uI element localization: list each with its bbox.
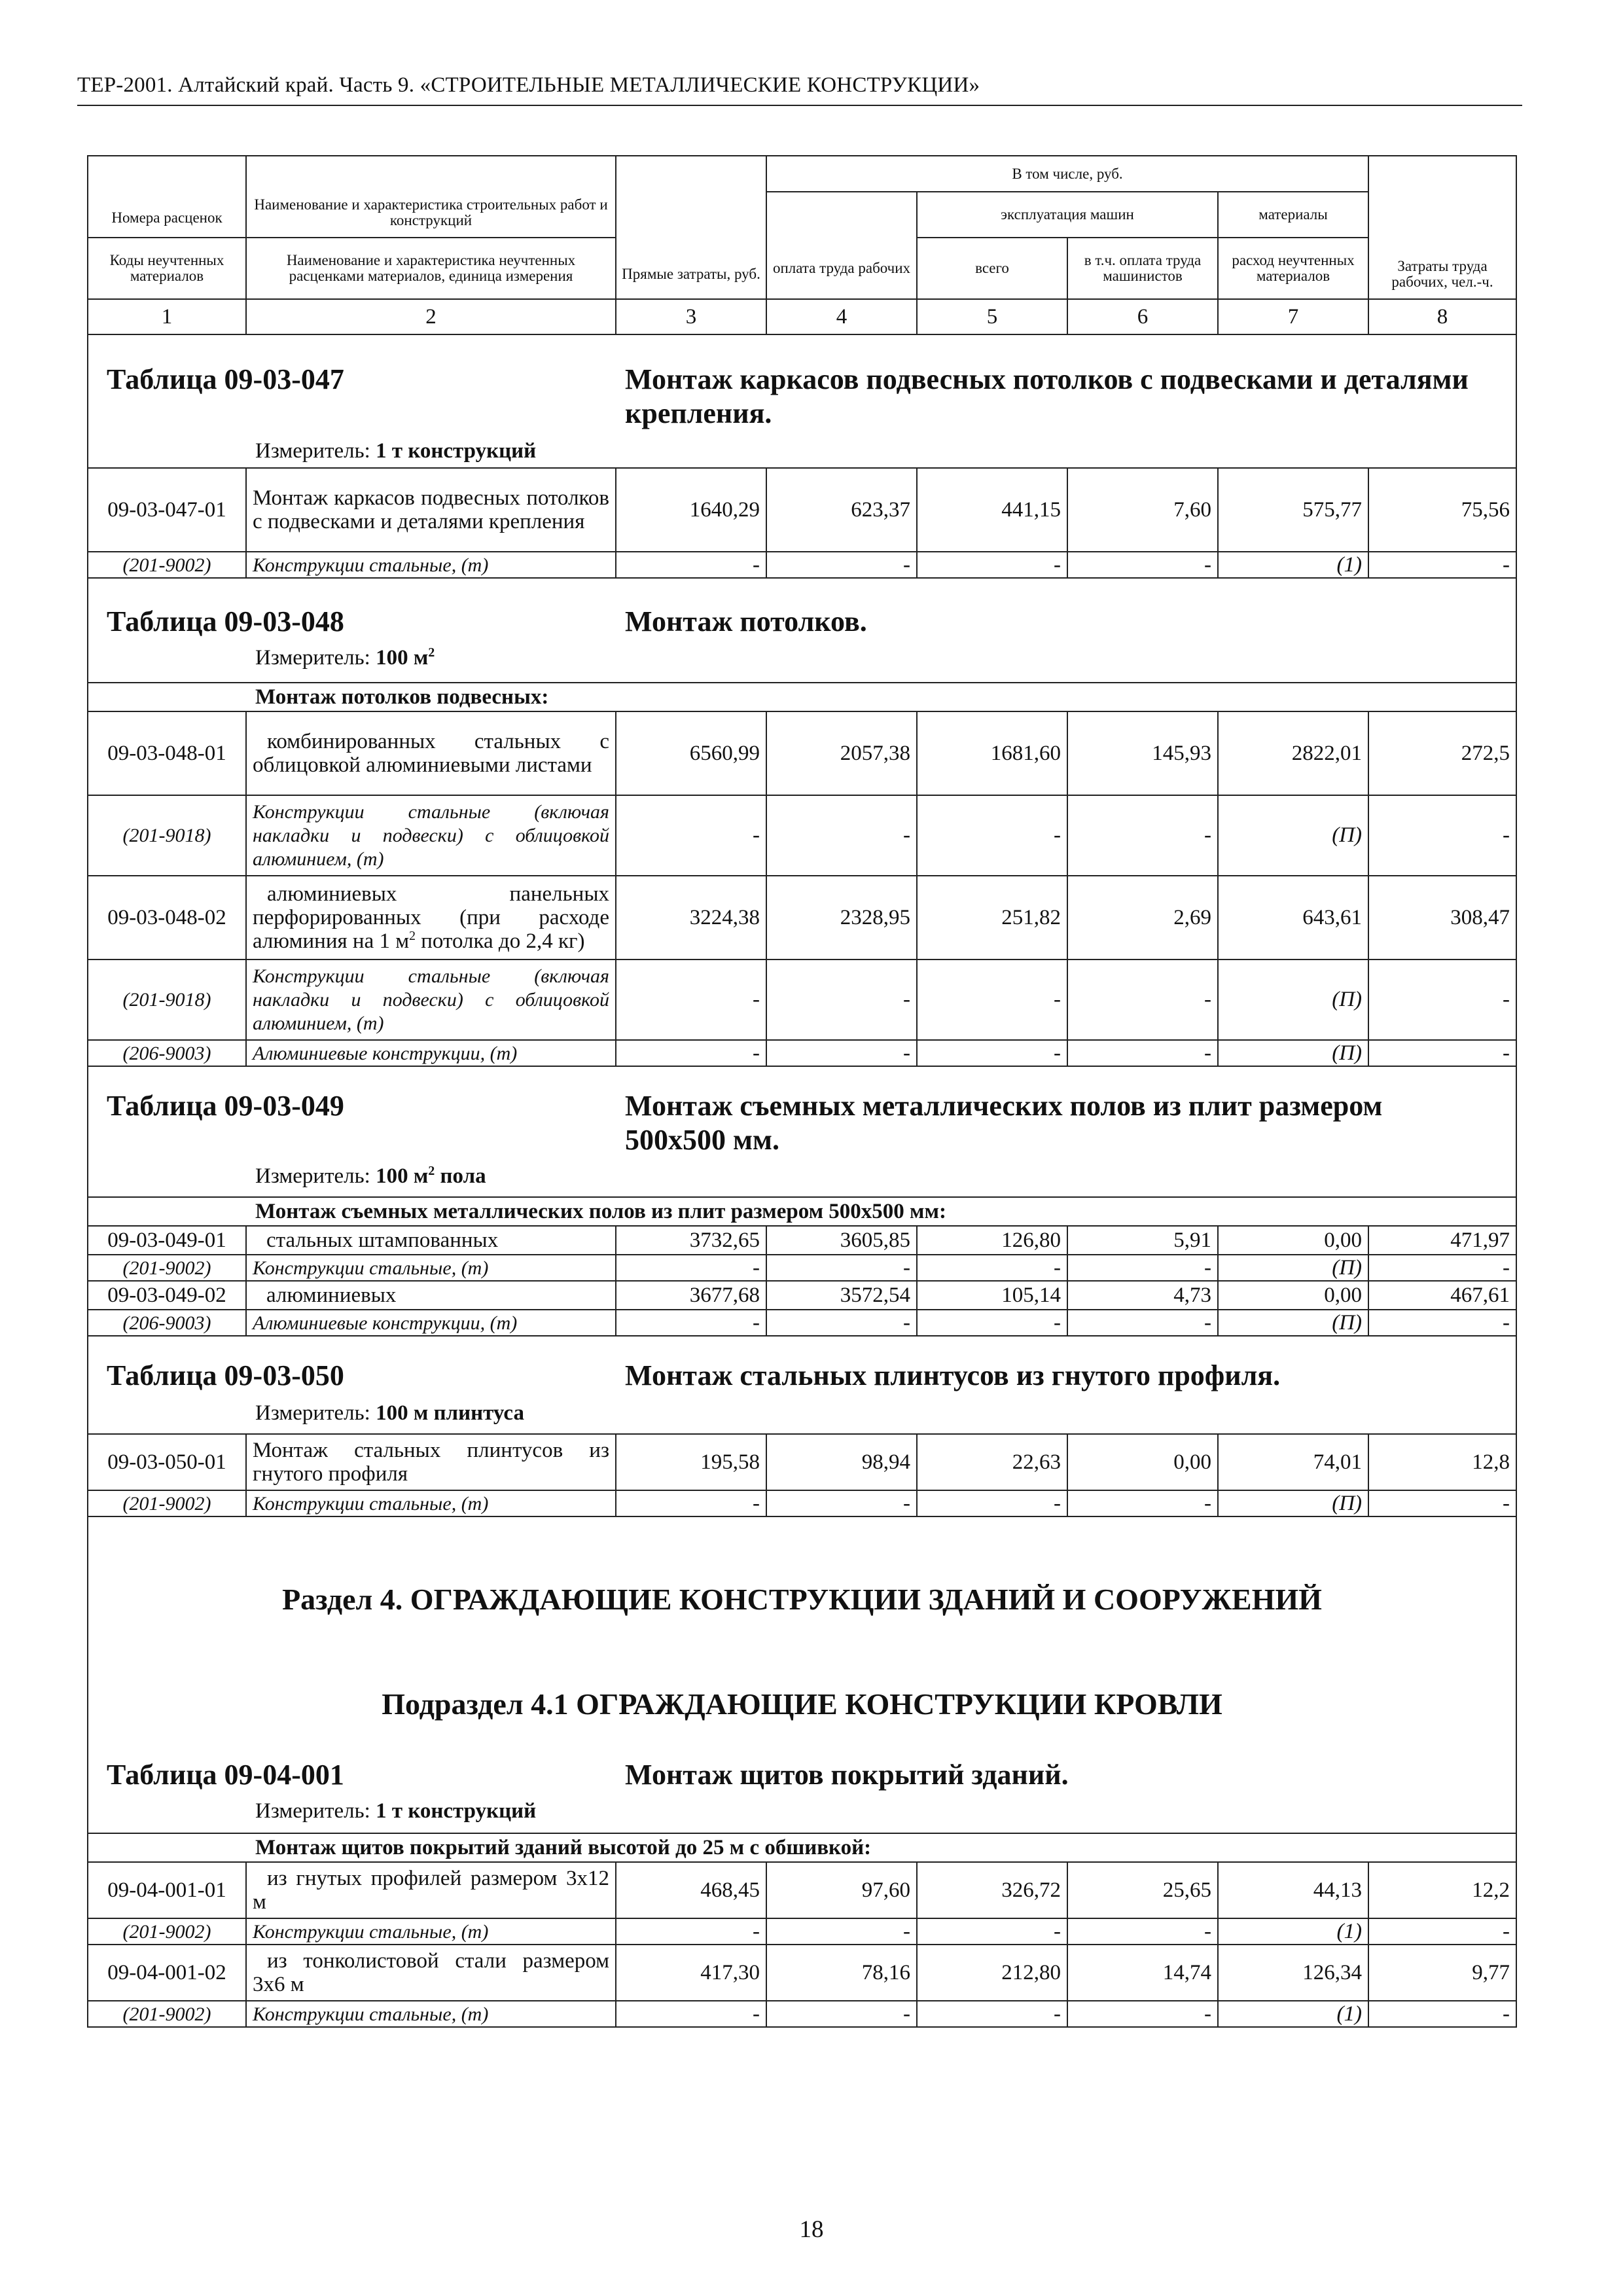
header-col7: расход неучтенных материалов	[1218, 238, 1368, 299]
material-row	[88, 960, 1516, 1040]
cell: -	[616, 1040, 766, 1066]
material-row	[88, 1040, 1516, 1066]
column-number: 7	[1218, 299, 1368, 334]
machinist-pay: 25,65	[1067, 1862, 1218, 1918]
header-col8: Затраты труда рабочих, чел.-ч.	[1368, 156, 1516, 299]
cell: -	[917, 1040, 1067, 1066]
material-row	[88, 795, 1516, 876]
machines-total: 326,72	[917, 1862, 1067, 1918]
material-code: (201-9002)	[88, 1918, 246, 1945]
machines-total: 1681,60	[917, 711, 1067, 795]
cell: (П)	[1218, 1255, 1368, 1281]
column-number: 2	[246, 299, 616, 334]
header-col5: всего	[917, 238, 1067, 299]
cell: -	[1368, 795, 1516, 876]
rate-name: алюминиевых панельных перфорированных (при расходе алюминия на 1 $м^2$ потолка до 2,4 кг)	[246, 876, 616, 960]
materials: 44,13	[1218, 1862, 1368, 1918]
table-measure: Измеритель: 100 $м^2$	[255, 645, 435, 670]
table-row	[88, 876, 1516, 960]
material-code: (201-9002)	[88, 552, 246, 578]
cell: -	[616, 795, 766, 876]
machinist-pay: 7,60	[1067, 468, 1218, 552]
cell: -	[1067, 1490, 1218, 1516]
cell: -	[766, 1490, 917, 1516]
cell: -	[1067, 552, 1218, 578]
cell: -	[917, 1490, 1067, 1516]
cell: -	[1368, 552, 1516, 578]
column-number: 1	[88, 299, 246, 334]
cell: (П)	[1218, 1310, 1368, 1336]
direct-costs: 3677,68	[616, 1281, 766, 1310]
cell: -	[766, 552, 917, 578]
cell: (1)	[1218, 1918, 1368, 1945]
cell: -	[616, 2001, 766, 2027]
cell: -	[917, 1918, 1067, 1945]
labor-pay: 2057,38	[766, 711, 917, 795]
materials: 126,34	[1218, 1945, 1368, 2001]
group-title: Монтаж щитов покрытий зданий высотой до 25 м с обшивкой:	[88, 1833, 1516, 1862]
table-row	[88, 1434, 1516, 1490]
labor-pay: 3605,85	[766, 1226, 917, 1255]
machines-total: 105,14	[917, 1281, 1067, 1310]
rate-name: Монтаж каркасов подвесных потолков с подвесками и деталями крепления	[246, 468, 616, 552]
table-measure: Измеритель: 1 т конструкций	[255, 439, 537, 463]
machinist-pay: 4,73	[1067, 1281, 1218, 1310]
materials: 643,61	[1218, 876, 1368, 960]
column-number: 3	[616, 299, 766, 334]
rate-name: из гнутых профилей размером 3х12 м	[246, 1862, 616, 1918]
labor-pay: 3572,54	[766, 1281, 917, 1310]
cell: -	[766, 960, 917, 1040]
labor-pay: 2328,95	[766, 876, 917, 960]
material-code: (201-9002)	[88, 1255, 246, 1281]
cell: -	[917, 552, 1067, 578]
direct-costs: 417,30	[616, 1945, 766, 2001]
table-measure: Измеритель: 100 $м^2$ пола	[255, 1164, 486, 1188]
table-measure: Измеритель: 1 т конструкций	[255, 1799, 537, 1823]
rate-name: Монтаж стальных плинтусов из гнутого профиля	[246, 1434, 616, 1490]
material-name: Конструкции стальные, (т)	[246, 1255, 616, 1281]
table-number: Таблица 09-03-049	[107, 1090, 344, 1122]
table-block-title	[88, 1066, 1516, 1197]
table-block-title	[88, 578, 1516, 683]
cell: -	[917, 1255, 1067, 1281]
rate-name: стальных штампованных	[246, 1226, 616, 1255]
cell: -	[766, 1918, 917, 1945]
machines-total: 251,82	[917, 876, 1067, 960]
header-col6: в т.ч. оплата труда машинистов	[1067, 238, 1218, 299]
material-name: Конструкции стальные, (т)	[246, 1490, 616, 1516]
cell: (П)	[1218, 960, 1368, 1040]
group-title: Монтаж потолков подвесных:	[88, 683, 1516, 711]
cell: -	[917, 2001, 1067, 2027]
page-number: 18	[799, 2216, 824, 2243]
labor-hours: 471,97	[1368, 1226, 1516, 1255]
header-col2-top: Наименование и характеристика строительных работ и конструкций	[246, 192, 616, 238]
header-rule	[77, 105, 1522, 106]
materials: 2822,01	[1218, 711, 1368, 795]
materials: 74,01	[1218, 1434, 1368, 1490]
direct-costs: 3224,38	[616, 876, 766, 960]
cell: -	[766, 2001, 917, 2027]
labor-hours: 12,2	[1368, 1862, 1516, 1918]
header-col1-top: Номера расценок	[88, 192, 246, 238]
rate-name: комбинированных стальных с облицовкой алюминиевыми листами	[246, 711, 616, 795]
material-code: (201-9002)	[88, 2001, 246, 2027]
machines-total: 441,15	[917, 468, 1067, 552]
material-row	[88, 1310, 1516, 1336]
table-measure: Измеритель: 100 м плинтуса	[255, 1401, 524, 1425]
running-header: ТЕР-2001. Алтайский край. Часть 9. «СТРОИТЕЛЬНЫЕ МЕТАЛЛИЧЕСКИЕ КОНСТРУКЦИИ»	[77, 73, 980, 97]
rate-code: 09-03-047-01	[88, 468, 246, 552]
cell: (П)	[1218, 1040, 1368, 1066]
labor-hours: 75,56	[1368, 468, 1516, 552]
direct-costs: 6560,99	[616, 711, 766, 795]
labor-hours: 308,47	[1368, 876, 1516, 960]
machines-total: 22,63	[917, 1434, 1067, 1490]
column-number: 4	[766, 299, 917, 334]
cell: -	[616, 552, 766, 578]
header-empty	[88, 156, 246, 192]
material-name: Конструкции стальные (включая накладки и подвески) с облицовкой алюминием, (т)	[246, 795, 616, 876]
header-group-incl: В том числе, руб.	[766, 156, 1368, 192]
material-name: Алюминиевые конструкции, (т)	[246, 1040, 616, 1066]
price-table	[87, 155, 1517, 2028]
cell: -	[616, 1310, 766, 1336]
material-row	[88, 1918, 1516, 1945]
cell: -	[1368, 1255, 1516, 1281]
cell: -	[616, 960, 766, 1040]
cell: (1)	[1218, 2001, 1368, 2027]
header-col4: оплата труда рабочих	[766, 238, 917, 299]
table-title: Монтаж каркасов подвесных потолков с подвесками и деталями крепления.	[625, 363, 1469, 429]
labor-hours: 12,8	[1368, 1434, 1516, 1490]
table-title: Монтаж потолков.	[625, 605, 867, 637]
machinist-pay: 145,93	[1067, 711, 1218, 795]
table-block-title	[88, 334, 1516, 468]
rate-name: из тонколистовой стали размером 3х6 м	[246, 1945, 616, 2001]
cell: -	[1067, 795, 1218, 876]
cell: -	[766, 795, 917, 876]
labor-pay: 623,37	[766, 468, 917, 552]
rate-code: 09-03-050-01	[88, 1434, 246, 1490]
column-number: 5	[917, 299, 1067, 334]
labor-hours: 467,61	[1368, 1281, 1516, 1310]
rate-code: 09-03-048-02	[88, 876, 246, 960]
column-number: 8	[1368, 299, 1516, 334]
materials: 0,00	[1218, 1226, 1368, 1255]
table-row	[88, 1281, 1516, 1310]
table-row	[88, 1226, 1516, 1255]
table-number: Таблица 09-03-047	[107, 363, 344, 395]
cell: -	[1368, 1310, 1516, 1336]
rate-code: 09-04-001-02	[88, 1945, 246, 2001]
material-row	[88, 2001, 1516, 2027]
rate-code: 09-04-001-01	[88, 1862, 246, 1918]
table-row	[88, 711, 1516, 795]
cell: (П)	[1218, 795, 1368, 876]
material-row	[88, 552, 1516, 578]
table-title: Монтаж съемных металлических полов из плит размером 500х500 мм.	[625, 1090, 1383, 1156]
material-code: (206-9003)	[88, 1040, 246, 1066]
material-code: (201-9018)	[88, 960, 246, 1040]
header-col3: Прямые затраты, руб.	[616, 156, 766, 299]
cell: -	[1067, 960, 1218, 1040]
machines-total: 212,80	[917, 1945, 1067, 2001]
labor-pay: 98,94	[766, 1434, 917, 1490]
machinist-pay: 2,69	[1067, 876, 1218, 960]
section-title: Раздел 4. ОГРАЖДАЮЩИЕ КОНСТРУКЦИИ ЗДАНИЙ И СООРУЖЕНИЙ	[282, 1583, 1322, 1616]
cell: -	[1067, 1918, 1218, 1945]
labor-pay: 97,60	[766, 1862, 917, 1918]
material-code: (206-9003)	[88, 1310, 246, 1336]
material-name: Конструкции стальные, (т)	[246, 2001, 616, 2027]
cell: -	[1067, 1040, 1218, 1066]
cell: -	[917, 795, 1067, 876]
cell: -	[766, 1255, 917, 1281]
cell: -	[766, 1310, 917, 1336]
direct-costs: 1640,29	[616, 468, 766, 552]
table-row	[88, 1945, 1516, 2001]
machinist-pay: 0,00	[1067, 1434, 1218, 1490]
cell: (1)	[1218, 552, 1368, 578]
machinist-pay: 14,74	[1067, 1945, 1218, 2001]
materials: 575,77	[1218, 468, 1368, 552]
materials: 0,00	[1218, 1281, 1368, 1310]
header-col2-bottom: Наименование и характеристика неучтенных расценками материалов, единица измерения	[246, 238, 616, 299]
cell: (П)	[1218, 1490, 1368, 1516]
machinist-pay: 5,91	[1067, 1226, 1218, 1255]
direct-costs: 195,58	[616, 1434, 766, 1490]
header-empty	[246, 156, 616, 192]
table-number: Таблица 09-04-001	[107, 1759, 344, 1791]
cell: -	[1368, 1040, 1516, 1066]
subsection-title: Подраздел 4.1 ОГРАЖДАЮЩИЕ КОНСТРУКЦИИ КРОВЛИ	[382, 1687, 1222, 1721]
table-row	[88, 468, 1516, 552]
material-name: Конструкции стальные, (т)	[246, 552, 616, 578]
cell: -	[1368, 2001, 1516, 2027]
header-group-machines: эксплуатация машин	[917, 192, 1218, 238]
cell: -	[1067, 2001, 1218, 2027]
cell: -	[616, 1918, 766, 1945]
header-group-materials: материалы	[1218, 192, 1368, 238]
cell: -	[1067, 1255, 1218, 1281]
material-row	[88, 1255, 1516, 1281]
direct-costs: 468,45	[616, 1862, 766, 1918]
table-number: Таблица 09-03-048	[107, 605, 344, 637]
table-row	[88, 1862, 1516, 1918]
labor-hours: 272,5	[1368, 711, 1516, 795]
labor-pay: 78,16	[766, 1945, 917, 2001]
material-name: Конструкции стальные, (т)	[246, 1918, 616, 1945]
material-name: Алюминиевые конструкции, (т)	[246, 1310, 616, 1336]
cell: -	[1368, 1490, 1516, 1516]
material-name: Конструкции стальные (включая накладки и подвески) с облицовкой алюминием, (т)	[246, 960, 616, 1040]
material-code: (201-9002)	[88, 1490, 246, 1516]
table-number: Таблица 09-03-050	[107, 1359, 344, 1391]
cell: -	[917, 1310, 1067, 1336]
header-col1-bottom: Коды неучтенных материалов	[88, 238, 246, 299]
labor-hours: 9,77	[1368, 1945, 1516, 2001]
header-empty	[766, 192, 917, 238]
table-block-title	[88, 1336, 1516, 1434]
machines-total: 126,80	[917, 1226, 1067, 1255]
table-title: Монтаж щитов покрытий зданий.	[625, 1759, 1069, 1791]
cell: -	[766, 1040, 917, 1066]
cell: -	[1368, 1918, 1516, 1945]
material-code: (201-9018)	[88, 795, 246, 876]
table-title: Монтаж стальных плинтусов из гнутого профиля.	[625, 1359, 1281, 1391]
cell: -	[1067, 1310, 1218, 1336]
rate-code: 09-03-049-02	[88, 1281, 246, 1310]
rate-name: алюминиевых	[246, 1281, 616, 1310]
direct-costs: 3732,65	[616, 1226, 766, 1255]
column-number: 6	[1067, 299, 1218, 334]
cell: -	[616, 1255, 766, 1281]
rate-code: 09-03-048-01	[88, 711, 246, 795]
section-block	[88, 1516, 1516, 1833]
rate-code: 09-03-049-01	[88, 1226, 246, 1255]
cell: -	[616, 1490, 766, 1516]
group-title: Монтаж съемных металлических полов из плит размером 500х500 мм:	[88, 1197, 1516, 1226]
material-row	[88, 1490, 1516, 1516]
cell: -	[917, 960, 1067, 1040]
cell: -	[1368, 960, 1516, 1040]
